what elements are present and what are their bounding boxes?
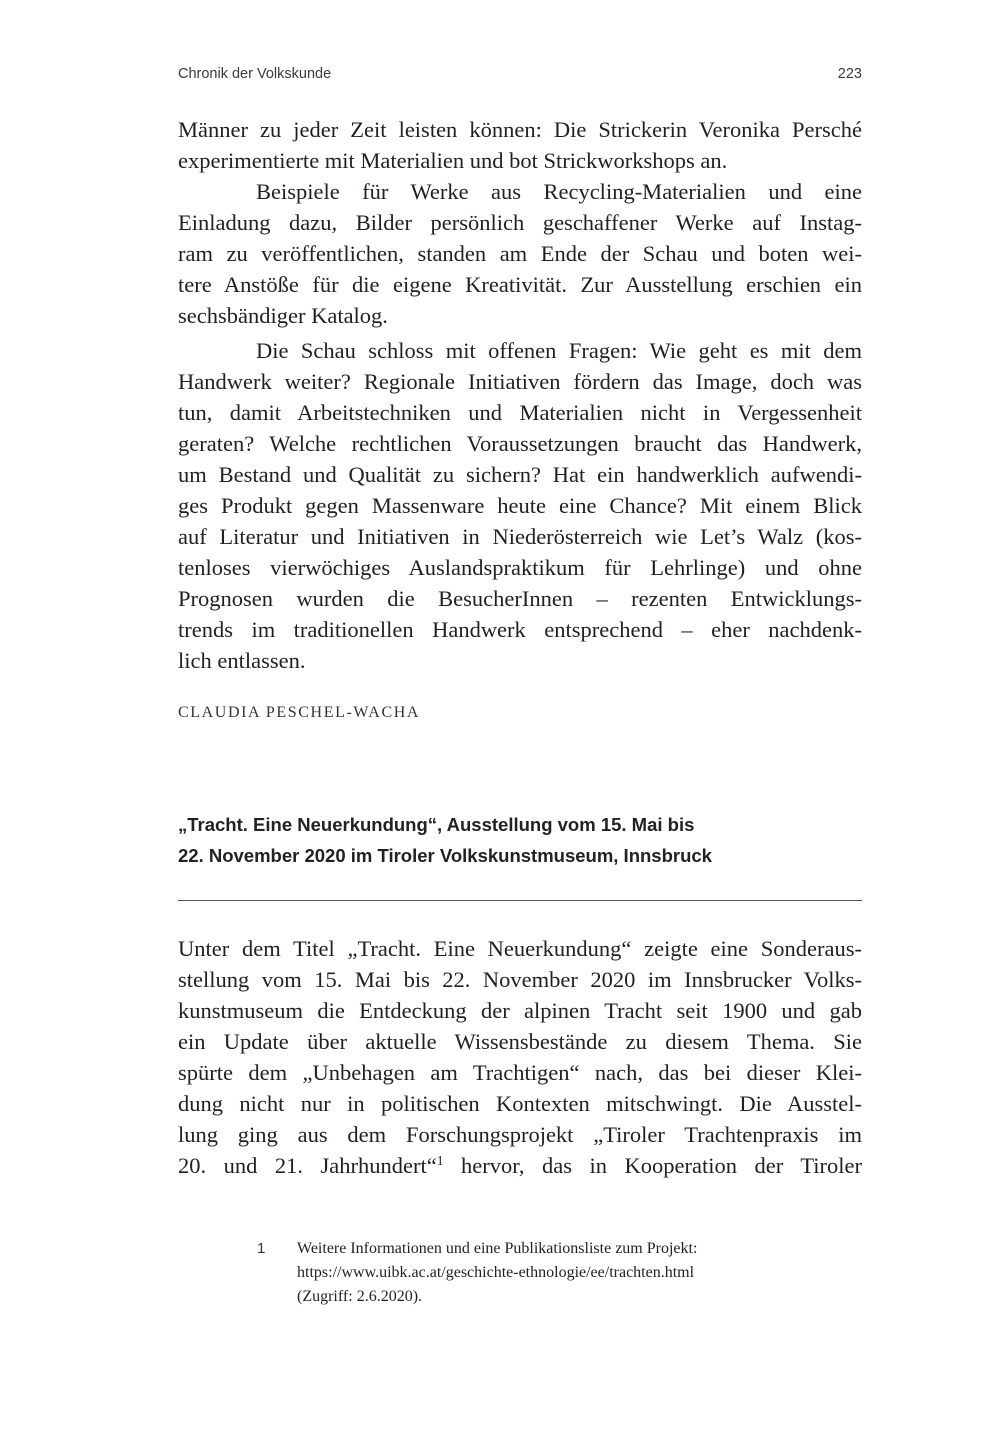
body-line: auf Literatur und Initiativen in Niederösterreich wie Let’s Walz (kos- — [178, 524, 862, 549]
body-line: kunstmuseum die Entdeckung der alpinen Tracht seit 1900 und gab — [178, 998, 862, 1023]
body-line: tun, damit Arbeitstechniken und Materialien nicht in Vergessenheit — [178, 400, 862, 425]
body-line: ein Update über aktuelle Wissensbestände zu diesem Thema. Sie — [178, 1029, 862, 1054]
page-number: 223 — [837, 66, 862, 82]
footnote-reference[interactable]: 1 — [436, 1152, 444, 1168]
body-line: lung ging aus dem Forschungsprojekt „Tiroler Trachtenpraxis im — [178, 1122, 862, 1147]
body-line: experimentierte mit Materialien und bot Strickworkshops an. — [178, 148, 728, 173]
running-head-title: Chronik der Volkskunde — [178, 66, 332, 82]
body-line: lich entlassen. — [178, 648, 306, 673]
body-line: Handwerk weiter? Regionale Initiativen fördern das Image, doch was — [178, 369, 862, 394]
text-before-ref: 20. und 21. Jahrhundert“ — [178, 1153, 437, 1178]
footnote-url[interactable]: https://www.uibk.ac.at/geschichte-ethnologie/ee/trachten.html — [297, 1264, 695, 1281]
body-line: geraten? Welche rechtlichen Voraussetzungen braucht das Handwerk, — [178, 431, 862, 456]
body-line: Männer zu jeder Zeit leisten können: Die Strickerin Veronika Persché — [178, 117, 862, 142]
body-line: spürte dem „Unbehagen am Trachtigen“ nach, das bei dieser Klei- — [178, 1060, 862, 1085]
section-divider — [178, 900, 862, 901]
footnote-number: 1 — [257, 1240, 266, 1257]
body-line-paragraph-start: Beispiele für Werke aus Recycling-Materialien und eine — [256, 179, 862, 204]
body-line: tenloses vierwöchiges Auslandspraktikum für Lehrlinge) und ohne — [178, 555, 862, 580]
body-line: trends im traditionellen Handwerk entsprechend – eher nachdenk- — [178, 617, 862, 642]
section-title-line: 22. November 2020 im Tiroler Volkskunstmuseum, Innsbruck — [178, 845, 712, 866]
body-line-with-footnote-ref — [178, 1150, 862, 1181]
body-line: stellung vom 15. Mai bis 22. November 2020 im Innsbrucker Volks- — [178, 967, 862, 992]
body-line: um Bestand und Qualität zu sichern? Hat ein handwerklich aufwendi- — [178, 462, 862, 487]
running-head — [178, 66, 862, 82]
footnote-line: (Zugriff: 2.6.2020). — [297, 1288, 423, 1305]
body-line: ram zu veröffentlichen, standen am Ende der Schau und boten wei- — [178, 241, 862, 266]
text-after-ref: hervor, das in Kooperation der Tiroler — [443, 1153, 862, 1178]
body-line: Einladung dazu, Bilder persönlich geschaffener Werke auf Instag- — [178, 210, 862, 235]
body-line: Prognosen wurden die BesucherInnen – rezenten Entwicklungs- — [178, 586, 862, 611]
body-line: ges Produkt gegen Massenware heute eine Chance? Mit einem Blick — [178, 493, 862, 518]
author-signature: CLAUDIA PESCHEL-WACHA — [178, 704, 421, 721]
section-title-line: „Tracht. Eine Neuerkundung“, Ausstellung vom 15. Mai bis — [178, 814, 695, 835]
body-line: tere Anstöße für die eigene Kreativität. Zur Ausstellung erschien ein — [178, 272, 862, 297]
footnote-line: Weitere Informationen und eine Publikationsliste zum Projekt: — [297, 1240, 698, 1257]
body-line: sechsbändiger Katalog. — [178, 303, 388, 328]
body-line-paragraph-start: Die Schau schloss mit offenen Fragen: Wie geht es mit dem — [256, 338, 862, 363]
body-line: Unter dem Titel „Tracht. Eine Neuerkundung“ zeigte eine Sonderaus- — [178, 936, 862, 961]
body-line: dung nicht nur in politischen Kontexten mitschwingt. Die Ausstel- — [178, 1091, 862, 1116]
